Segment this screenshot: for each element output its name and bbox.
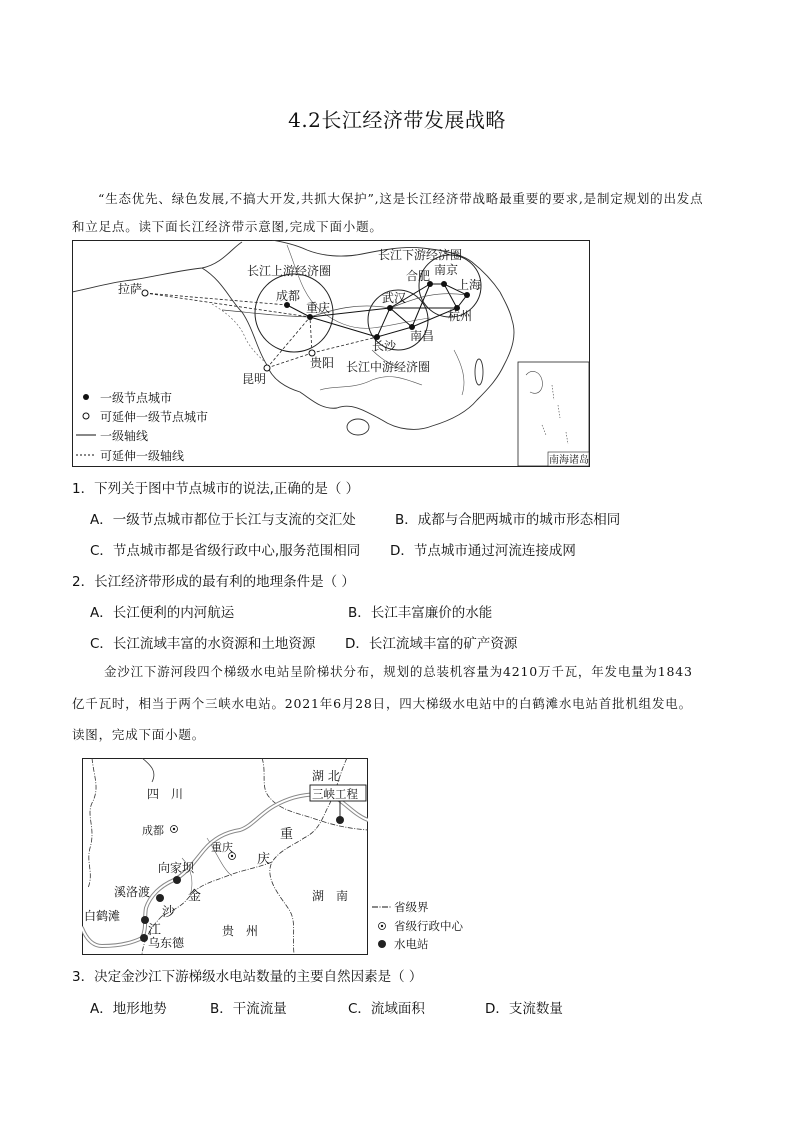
label-chengdu: 成都: [142, 824, 164, 837]
node-nanjing: [441, 281, 447, 287]
node-wuhan: [387, 305, 393, 311]
label-nanchang: 南昌: [410, 329, 435, 343]
legend-ext-axis: 可延伸一级轴线: [100, 449, 185, 463]
intro-paragraph-2-line-3: 读图，完成下面小题。: [72, 727, 206, 742]
label-chongqing: 重庆: [306, 301, 331, 315]
legend-axis: 一级轴线: [100, 429, 149, 443]
intro-paragraph-1-line-1: “生态优先、绿色发展,不搞大开发,共抓大保护”,这是长江经济带战略最重要的要求,是制定规划的出发点: [98, 191, 704, 206]
label-changsha: 长沙: [372, 339, 397, 353]
question-3-stem: 3．决定金沙江下游梯级水电站数量的主要自然因素是（ ）: [72, 969, 423, 985]
legend-station: 水电站: [394, 937, 429, 951]
label-chong: 重: [280, 827, 294, 842]
intro-paragraph-1-line-2: 和立足点。读下面长江经济带示意图,完成下面小题。: [72, 219, 383, 234]
intro-paragraph-2-line-2: 亿千瓦时，相当于两个三峡水电站。2021年6月28日，四大梯级水电站中的白鹤滩水电站首批机组发电。: [72, 696, 692, 711]
ext-node-kunming: [264, 365, 270, 371]
label-sha: 沙: [162, 905, 176, 920]
question-1-stem: 1．下列关于图中节点城市的说法,正确的是（ ）: [72, 481, 360, 497]
label-xiangjiaba: 向家坝: [158, 861, 195, 875]
label-wudongde: 乌东德: [148, 936, 185, 950]
map-2-legend: [370, 895, 490, 957]
station-wudongde: [140, 934, 148, 942]
legend-node: 一级节点城市: [100, 391, 173, 405]
label-three-gorges: 三峡工程: [312, 787, 358, 801]
question-1-option-a: A．一级节点城市都位于长江与支流的交汇处: [90, 512, 356, 528]
question-1-option-d: D．节点城市通过河流连接成网: [390, 543, 576, 559]
label-hunan: 湖 南: [312, 889, 349, 903]
station-xiangjiaba: [173, 876, 181, 884]
ext-node-lhasa: [142, 290, 148, 296]
question-2-stem: 2．长江经济带形成的最有利的地理条件是（ ）: [72, 574, 355, 590]
label-hefei: 合肥: [406, 269, 431, 283]
label-jiang: 江: [148, 923, 162, 938]
label-guiyang: 贵阳: [310, 356, 335, 370]
label-nanjing: 南京: [434, 263, 459, 277]
legend-ext-node-symbol: [83, 413, 89, 419]
node-shanghai: [464, 292, 470, 298]
label-inset: 南海诸岛: [549, 455, 589, 466]
south-china-sea-inset: [518, 362, 589, 466]
question-2-option-c: C．长江流域丰富的水资源和土地资源: [90, 636, 316, 652]
legend-ext-node: 可延伸一级节点城市: [100, 410, 209, 424]
yangtze-economic-belt-map: [72, 240, 590, 467]
jinsha-river-hydropower-map: [82, 758, 368, 955]
label-lower-circle: 长江下游经济圈: [378, 248, 463, 262]
label-shanghai: 上海: [457, 278, 482, 292]
label-upper-circle: 长江上游经济圈: [247, 264, 332, 278]
label-guizhou: 贵 州: [222, 924, 259, 938]
label-chongqing-city: 重庆: [211, 841, 233, 854]
question-2-option-d: D．长江流域丰富的矿产资源: [345, 636, 518, 652]
intro-paragraph-2-line-1: 金沙江下游河段四个梯级水电站呈阶梯状分布，规划的总装机容量为4210万千瓦，年发电量为1843: [104, 664, 693, 679]
label-lhasa: 拉萨: [118, 282, 143, 296]
label-baihetan: 白鹤滩: [84, 909, 121, 923]
label-kunming: 昆明: [242, 372, 267, 386]
question-3-option-c: C．流域面积: [348, 1001, 425, 1017]
question-1-option-b: B．成都与合肥两城市的城市形态相同: [395, 512, 621, 528]
label-qing: 庆: [257, 852, 271, 867]
question-3-option-a: A．地形地势: [90, 1001, 167, 1017]
label-middle-circle: 长江中游经济圈: [346, 360, 431, 374]
legend-capital: 省级行政中心: [394, 919, 463, 933]
label-sichuan: 四 川: [147, 787, 184, 801]
legend-boundary: 省级界: [394, 900, 429, 914]
label-jin: 金: [188, 889, 202, 904]
station-xiluodu: [156, 894, 164, 902]
legend-station-symbol: [378, 940, 386, 948]
page-title: 4.2长江经济带发展战略: [288, 108, 506, 132]
question-3-option-b: B．干流流量: [210, 1001, 287, 1017]
label-xiluodu: 溪洛渡: [114, 885, 151, 899]
label-wuhan: 武汉: [382, 291, 407, 305]
question-2-option-a: A．长江便利的内河航运: [90, 605, 235, 621]
question-1-option-c: C．节点城市都是省级行政中心,服务范围相同: [90, 543, 361, 559]
legend-node-symbol: [83, 394, 89, 400]
label-chengdu: 成都: [276, 289, 301, 303]
question-2-option-b: B．长江丰富廉价的水能: [348, 605, 493, 621]
label-hangzhou: 杭州: [448, 309, 473, 323]
station-three-gorges: [336, 816, 344, 824]
label-hubei: 湖 北: [312, 769, 340, 783]
question-3-option-d: D．支流数量: [485, 1001, 563, 1017]
